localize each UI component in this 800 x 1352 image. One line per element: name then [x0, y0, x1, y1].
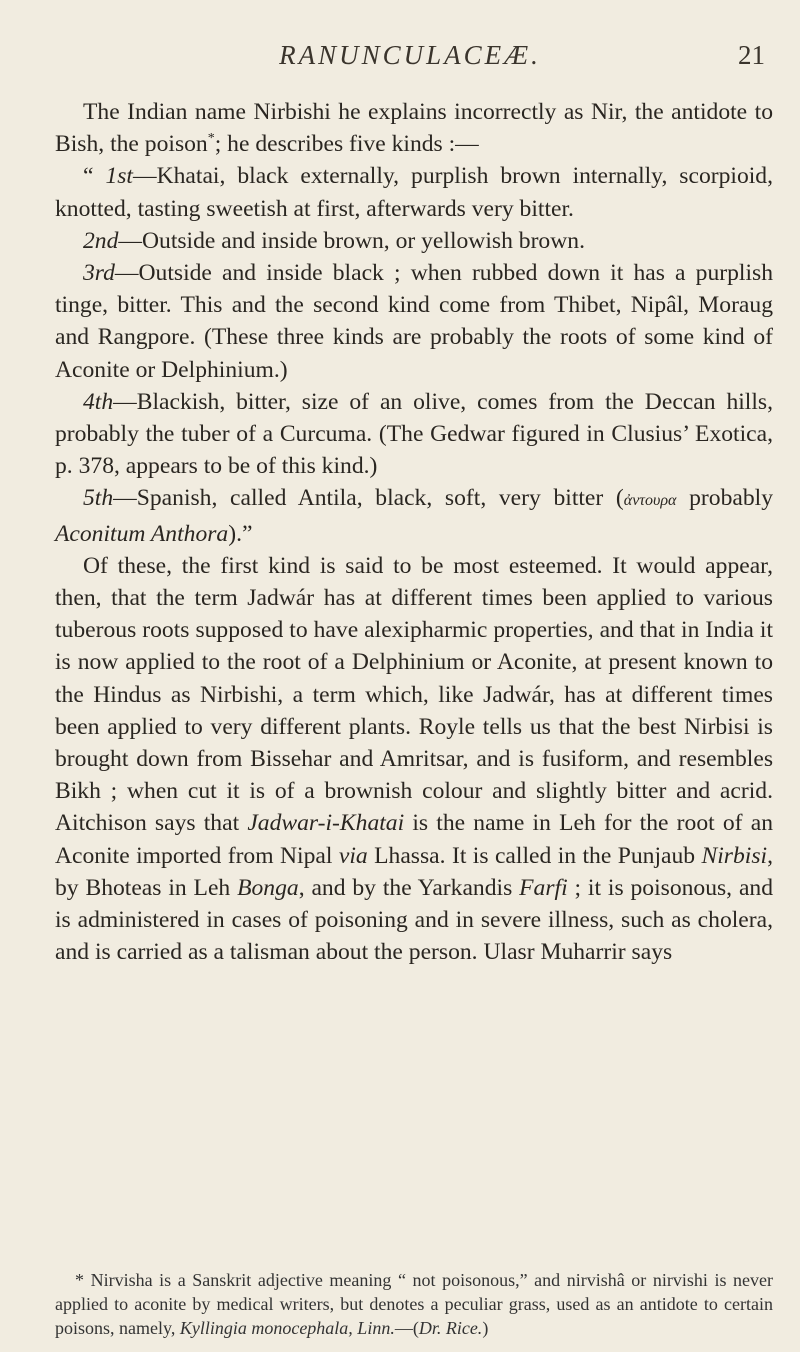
p2-farfi: Farfi	[519, 874, 568, 901]
kind-5-ordinal: 5th	[83, 485, 114, 512]
kind-2-text: —Outside and inside brown, or yellowish brown.	[118, 227, 585, 254]
p2-text-d: , by Bhoteas in Leh	[55, 842, 773, 901]
p2-text-e: , and by the Yarkandis	[298, 874, 520, 901]
p2-bonga: Bonga	[237, 874, 299, 901]
kind-4	[55, 386, 773, 483]
p2-nirbisi: Nirbisi	[701, 842, 768, 869]
p2-via: via	[338, 842, 368, 869]
p2-text-a: Of these, the first kind is said to be most esteemed. It would appear, then, that the term Jadwár has at different times been applied to various tuberous roots supposed to have alexipharmic properties, and that in India it is now applied to the root of a Delphinium or Aconite, at present known to the Hindus as Nirbishi, a term which, like Jadwár, has at different times been applied to very different plants. Royle tells us that the best Nirbisi is brought down from Bissehar and Amritsar, and is fusiform, and resembles Bikh ; when cut it is of a brownish colour and slightly bitter and acrid. Aitchison says that	[55, 552, 773, 837]
intro-text-a: The Indian name Nirbishi he explains incorrectly as Nir, the antidote to Bish, the poison	[55, 99, 773, 158]
kind-5-text-c: ).”	[228, 520, 253, 547]
intro-text-b: ; he describes five kinds :—	[214, 131, 479, 158]
p2-text-b: is the name in Leh for the root of an Aconite imported from Nipal	[55, 810, 773, 869]
page-number: 21	[738, 40, 765, 70]
footnote	[55, 1268, 773, 1340]
p2-text-c: Lhassa. It is called in the Punjaub	[367, 842, 702, 869]
footnote-marker: *	[207, 131, 215, 147]
p2-text-f: ; it is poisonous, and is administered in cases of poisoning and in severe illness, such as cholera, and is carried as a talisman about the person. Ulasr Muharrir says	[55, 874, 774, 966]
p2-jadwar: Jadwar-i-Khatai	[247, 810, 405, 837]
footnote-author: Dr. Rice.	[418, 1318, 483, 1338]
footnote-text	[55, 1268, 773, 1340]
footnote-text-b: —(	[394, 1318, 419, 1338]
footnote-species: Kyllingia monocephala, Linn.	[179, 1318, 395, 1338]
kind-5-greek: ἀντουρα	[623, 492, 677, 510]
kind-5	[55, 482, 773, 549]
kind-2-ordinal: 2nd	[83, 227, 119, 254]
kind-5-text-a: —Spanish, called Antila, black, soft, very bitter (	[113, 485, 624, 512]
kind-1-ordinal: 1st	[105, 163, 133, 190]
kind-4-text: —Blackish, bitter, size of an olive, comes from the Deccan hills, probably the tuber of a Curcuma. (The Gedwar figured in Clusius’ Exotica, p. 378, appears to be of this kind.)	[55, 388, 773, 480]
kind-3-text: —Outside and inside black ; when rubbed down it has a purplish tinge, bitter. This and the second kind come from Thibet, Nipâl, Moraug and Rangpore. (These three kinds are probably the roots of some kind of Aconite or Delphinium.)	[55, 260, 773, 383]
kind-5-species: Aconitum Anthora	[55, 520, 229, 547]
running-title: RANUNCULACEÆ.	[279, 40, 541, 70]
kind-1-text: —Khatai, black externally, purplish brown internally, scorpioid, knotted, tasting sweetish at first, afterwards very bitter.	[55, 163, 774, 222]
kind-1	[55, 160, 773, 224]
paragraph-discussion	[55, 550, 773, 969]
kind-4-ordinal: 4th	[83, 388, 114, 415]
footnote-text-c: )	[482, 1318, 489, 1338]
kind-2	[55, 225, 773, 257]
body-text	[55, 96, 773, 968]
kind-3-ordinal: 3rd	[83, 260, 115, 287]
footnote-text-a: * Nirvisha is a Sanskrit adjective meaning “ not poisonous,” and nirvishâ or nirvishi is never applied to aconite by medical writers, but denotes a peculiar grass, used as an antidote to certain poisons, namely,	[55, 1270, 773, 1338]
page-header	[55, 40, 765, 80]
paragraph-intro	[55, 96, 773, 160]
kind-5-text-b: probably	[676, 485, 773, 512]
kind-3	[55, 257, 773, 386]
kind-1-open-quote: “	[83, 163, 94, 190]
